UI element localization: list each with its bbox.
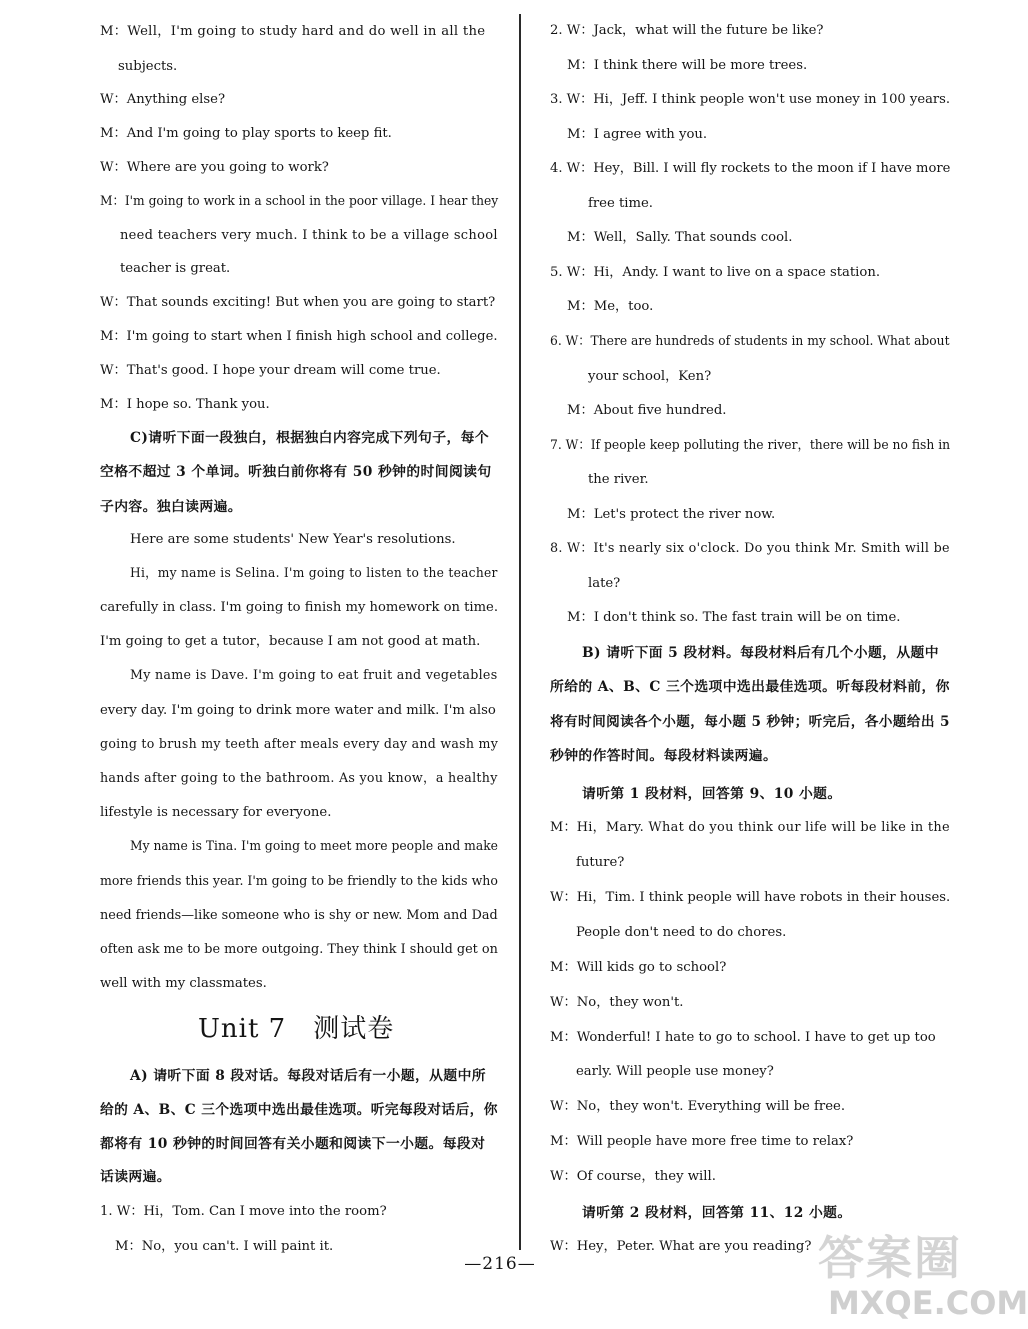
left-text-line: Hi，my name is Selina. I'm going to listen to the teacher [130, 566, 498, 581]
left-text-line: My name is Dave. I'm going to eat fruit and vegetables [130, 668, 498, 683]
page-number: —216— [464, 1254, 536, 1274]
left-text-line: W：That sounds exciting! But when you are going to start? [100, 295, 496, 310]
left-text-line: 1. W：Hi，Tom. Can I move into the room? [100, 1204, 387, 1219]
right-text-line: your school，Ken? [588, 369, 712, 384]
right-text-line: W：Hey，Peter. What are you reading? [550, 1239, 812, 1254]
right-text-line: W：Of course，they will. [550, 1169, 716, 1184]
right-text-line: B) 请听下面 5 段材料。每段材料后有几个小题，从题中 [582, 645, 939, 661]
right-text-line: People don't need to do chores. [576, 925, 787, 940]
left-text-line: need friends—like someone who is shy or new. Mom and Dad [100, 908, 498, 923]
watermark-domain: MXQE.COM [828, 1284, 1028, 1322]
right-text-line: 将有时间阅读各个小题，每小题 5 秒钟；听完后，各小题给出 5 [550, 714, 950, 730]
left-text-line: M：I'm going to work in a school in the poor village. I hear they [100, 194, 499, 209]
right-text-line: 请听第 2 段材料，回答第 11、12 小题。 [582, 1205, 852, 1221]
right-text-line: M：Hi，Mary. What do you think our life will be like in the [550, 820, 950, 835]
left-text-line: lifestyle is necessary for everyone. [100, 805, 332, 820]
right-text-line: M：I agree with you. [567, 127, 708, 142]
left-text-line: 话读两遍。 [100, 1169, 171, 1185]
right-text-line: 5. W：Hi，Andy. I want to live on a space station. [550, 265, 881, 280]
left-text-line: need teachers very much. I think to be a village school [120, 228, 498, 243]
left-text-line: M：No，you can't. I will paint it. [115, 1239, 334, 1254]
right-text-line: 请听第 1 段材料，回答第 9、10 小题。 [582, 786, 842, 802]
left-text-line: My name is Tina. I'm going to meet more people and make [130, 839, 498, 854]
watermark-chars: 答案圈 [818, 1231, 962, 1285]
left-text-line: A) 请听下面 8 段对话。每段对话后有一小题，从题中所 [130, 1068, 486, 1084]
left-text-line: teacher is great. [120, 261, 231, 276]
left-text-line: hands after going to the bathroom. As you know，a healthy [100, 771, 498, 786]
right-text-line: 4. W：Hey，Bill. I will fly rockets to the moon if I have more [550, 161, 951, 176]
left-text-line: M：I hope so. Thank you. [100, 397, 270, 412]
right-text-line: M：Let's protect the river now. [567, 507, 776, 522]
left-text-line: 空格不超过 3 个单词。听独白前你将有 50 秒钟的时间阅读句 [100, 464, 492, 480]
left-text-line: every day. I'm going to drink more water and milk. I'm also [100, 703, 496, 718]
left-text-line: subjects. [118, 59, 178, 74]
left-text-line: M：Well，I'm going to study hard and do well in all the [100, 24, 486, 39]
right-text-line: M：Well，Sally. That sounds cool. [567, 230, 793, 245]
right-text-line: 3. W：Hi，Jeff. I think people won't use money in 100 years. [550, 92, 951, 107]
section-title: Unit 7 测试卷 [198, 1014, 395, 1044]
left-text-line: 都将有 10 秒钟的时间回答有关小题和阅读下一小题。每段对 [100, 1136, 486, 1152]
right-text-line: M：About five hundred. [567, 403, 727, 418]
right-text-line: 7. W：If people keep polluting the river，there will be no fish in [550, 438, 951, 453]
left-text-line: going to brush my teeth after meals every day and wash my [100, 737, 499, 752]
right-text-line: W：No，they won't. [550, 995, 684, 1010]
right-text-line: early. Will people use money? [576, 1064, 774, 1079]
right-text-line: free time. [588, 196, 654, 211]
right-text-line: W：No，they won't. Everything will be free. [550, 1099, 846, 1114]
left-text-line: well with my classmates. [100, 976, 267, 991]
left-text-line: W：That's good. I hope your dream will come true. [100, 363, 441, 378]
right-text-line: M：Will people have more free time to relax? [550, 1134, 854, 1149]
left-text-line: Here are some students' New Year's resolutions. [130, 532, 456, 547]
right-text-line: late? [588, 576, 621, 591]
right-text-line: M：Will kids go to school? [550, 960, 727, 975]
right-text-line: W：Hi，Tim. I think people will have robots in their houses. [550, 890, 951, 905]
column-divider [519, 14, 521, 1250]
right-text-line: future? [576, 855, 625, 870]
left-text-line: I'm going to get a tutor，because I am not good at math. [100, 634, 481, 649]
right-text-line: M：Wonderful! I hate to go to school. I have to get up too [550, 1030, 936, 1045]
left-text-line: more friends this year. I'm going to be friendly to the kids who [100, 874, 498, 889]
right-text-line: M：Me，too. [567, 299, 654, 314]
right-text-line: 2. W：Jack，what will the future be like? [550, 23, 824, 38]
left-text-line: often ask me to be more outgoing. They think I should get on [100, 942, 498, 957]
right-text-line: 秒钟的作答时间。每段材料读两遍。 [550, 748, 778, 764]
left-text-line: W：Where are you going to work? [100, 160, 329, 175]
left-text-line: 给的 A、B、C 三个选项中选出最佳选项。听完每段对话后，你 [100, 1102, 498, 1118]
left-text-line: W：Anything else? [100, 92, 226, 107]
right-text-line: M：I think there will be more trees. [567, 58, 808, 73]
left-text-line: carefully in class. I'm going to finish my homework on time. [100, 600, 498, 615]
right-text-line: 所给的 A、B、C 三个选项中选出最佳选项。听每段材料前，你 [550, 679, 950, 695]
left-text-line: M：And I'm going to play sports to keep fit. [100, 126, 392, 141]
right-text-line: 8. W：It's nearly six o'clock. Do you think Mr. Smith will be [550, 541, 950, 556]
left-text-line: C)请听下面一段独白，根据独白内容完成下列句子，每个 [130, 430, 490, 446]
right-text-line: M：I don't think so. The fast train will be on time. [567, 610, 901, 625]
right-text-line: the river. [588, 472, 649, 487]
watermark-logo [818, 1222, 1028, 1324]
left-text-line: 子内容。独白读两遍。 [100, 499, 242, 515]
right-text-line: 6. W：There are hundreds of students in my school. What about [550, 334, 950, 349]
left-text-line: M：I'm going to start when I finish high school and college. [100, 329, 498, 344]
